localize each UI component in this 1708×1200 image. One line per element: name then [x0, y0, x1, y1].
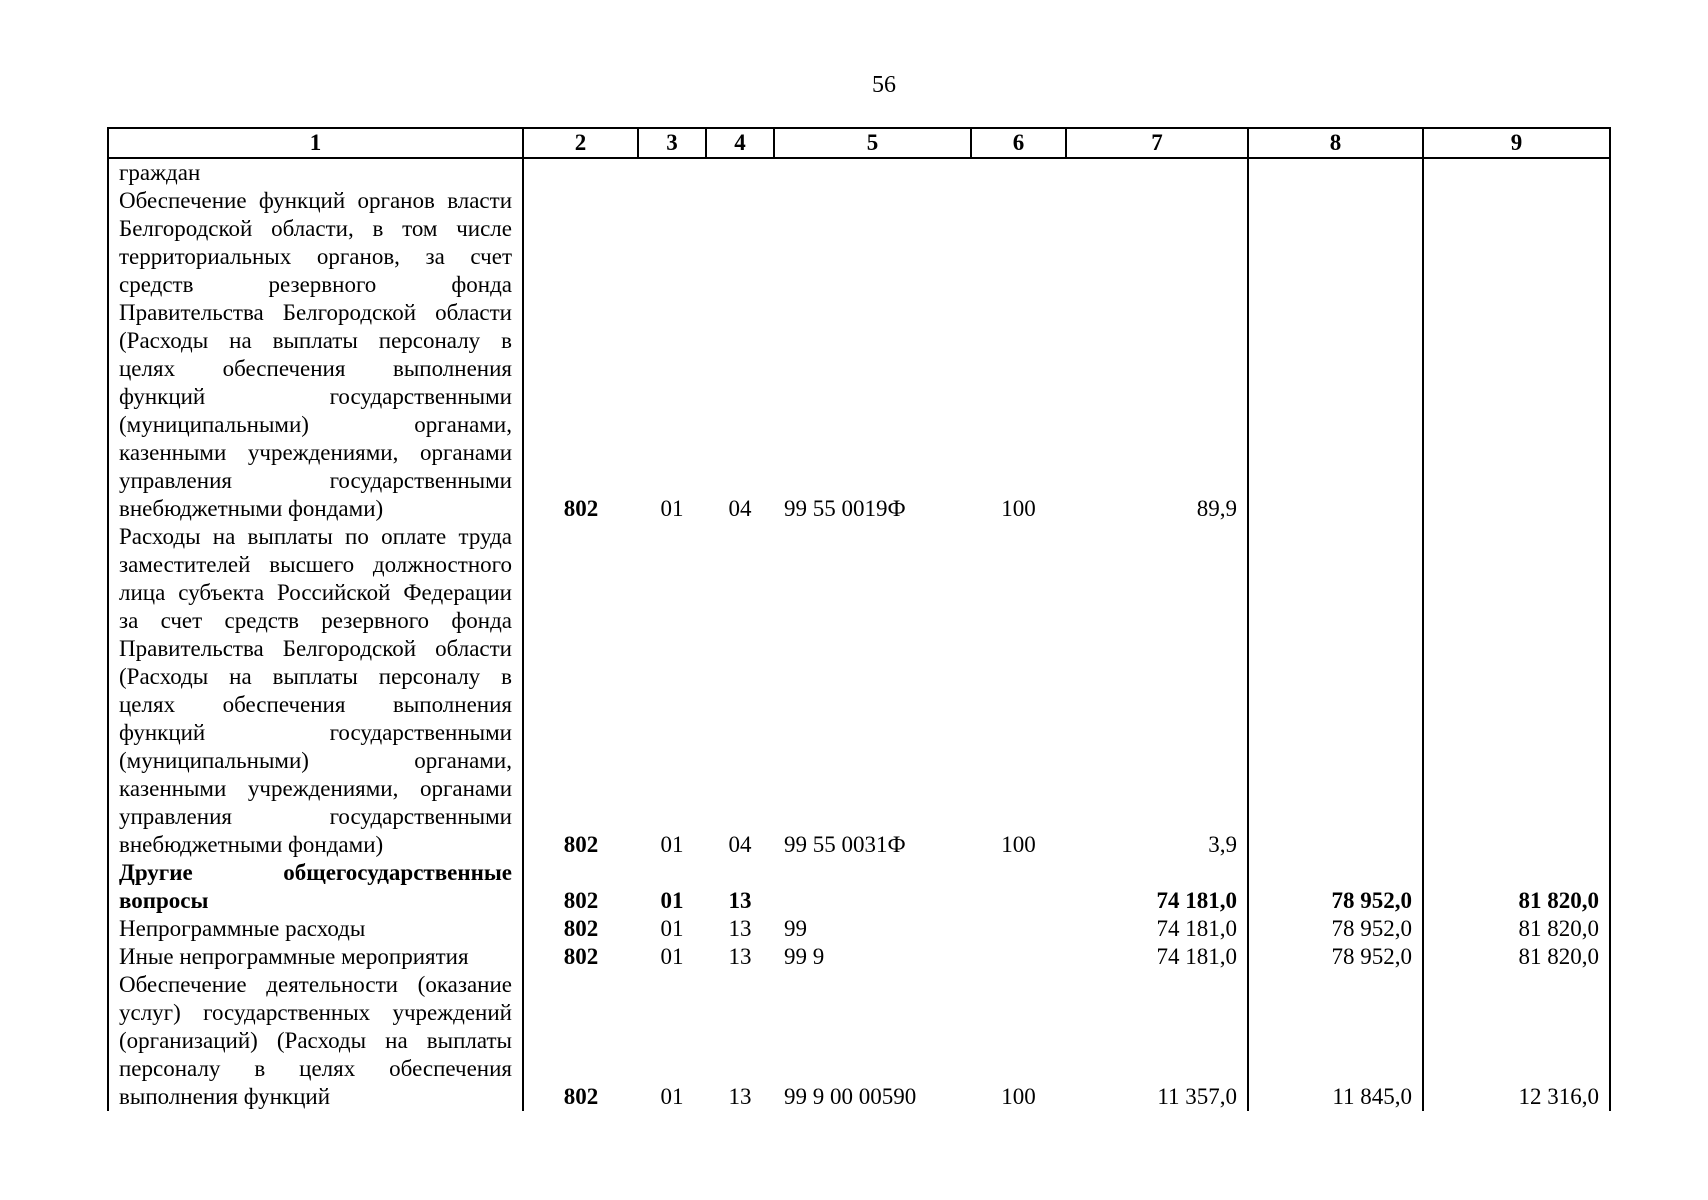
header-col-5: 5: [774, 128, 971, 158]
budget-table: [107, 127, 1611, 1111]
cell-col-3: 01: [660, 888, 684, 913]
cell-col-4: 13: [728, 888, 752, 913]
cell-col-4: [706, 158, 774, 187]
row-description: Другие общегосударственные вопросы: [108, 859, 523, 915]
cell-col-8: 78 952,0: [1248, 915, 1423, 943]
row-description: Непрограммные расходы: [108, 915, 523, 943]
table-row: [108, 523, 1610, 859]
cell-col-6: 100: [1001, 1084, 1036, 1109]
cell-col-7: 74 181,0: [1066, 859, 1248, 915]
table-row: [108, 943, 1610, 971]
header-col-7: 7: [1066, 128, 1248, 158]
table-body: [108, 158, 1610, 1111]
cell-col-5: 99 55 0031Ф: [784, 832, 906, 857]
cell-col-6: [971, 859, 1066, 915]
cell-col-7: 74 181,0: [1066, 915, 1248, 943]
cell-col-2: [523, 158, 638, 187]
page-number: 56: [872, 72, 896, 98]
cell-col-4: 04: [728, 496, 752, 521]
cell-col-4: 13: [728, 1084, 752, 1109]
row-description: Иные непрограммные мероприятия: [108, 943, 523, 971]
cell-col-3: 01: [660, 1084, 684, 1109]
cell-col-8: 78 952,0: [1248, 943, 1423, 971]
row-description: граждан: [108, 158, 523, 187]
header-col-8: 8: [1248, 128, 1423, 158]
header-col-6: 6: [971, 128, 1066, 158]
row-description: Обеспечение деятельности (оказание услуг) государственных учреждений (организаций) (Расходы на выплаты персоналу в целях обеспечения выполнения функций: [108, 971, 523, 1111]
cell-col-8: 11 845,0: [1248, 971, 1423, 1111]
header-col-2: 2: [523, 128, 638, 158]
budget-table-wrapper: [107, 127, 1609, 1111]
cell-col-5: [774, 158, 971, 187]
table-row: [108, 971, 1610, 1111]
table-row: [108, 915, 1610, 943]
cell-col-7: 3,9: [1066, 523, 1248, 859]
cell-col-7: 11 357,0: [1066, 971, 1248, 1111]
cell-col-7: 74 181,0: [1066, 943, 1248, 971]
cell-col-3: 01: [660, 832, 684, 857]
cell-col-6: [971, 915, 1066, 943]
cell-col-5: 99 9 00 00590: [784, 1084, 917, 1109]
row-description: Расходы на выплаты по оплате труда заместителей высшего должностного лица субъекта Российской Федерации за счет средств резервного фонда Правительства Белгородской области (Расходы на выплаты персоналу в целях обеспечения выполнения функций государственными (муниципальными) органами, казенными учреждениями, органами управления государственными внебюджетными фондами): [108, 523, 523, 859]
cell-col-7: 89,9: [1066, 187, 1248, 523]
cell-col-4: 13: [728, 916, 752, 941]
cell-col-8: [1248, 523, 1423, 859]
cell-col-3: [638, 158, 706, 187]
cell-col-9: 81 820,0: [1423, 859, 1610, 915]
cell-col-6: [971, 158, 1066, 187]
cell-col-5: 99 9: [784, 944, 825, 969]
cell-col-3: 01: [660, 916, 684, 941]
cell-col-2: 802: [563, 832, 599, 857]
header-col-1: 1: [108, 128, 523, 158]
cell-col-2: 802: [563, 944, 599, 969]
row-description: Обеспечение функций органов власти Белгородской области, в том числе территориальных органов, за счет средств резервного фонда Правительства Белгородской области (Расходы на выплаты персоналу в целях обеспечения выполнения функций государственными (муниципальными) органами, казенными учреждениями, органами управления государственными внебюджетными фондами): [108, 187, 523, 523]
table-row: [108, 859, 1610, 915]
cell-col-8: 78 952,0: [1248, 859, 1423, 915]
cell-col-3: 01: [660, 944, 684, 969]
cell-col-5: [774, 859, 971, 915]
header-col-9: 9: [1423, 128, 1610, 158]
cell-col-9: 81 820,0: [1423, 915, 1610, 943]
cell-col-8: [1248, 158, 1423, 187]
cell-col-8: [1248, 187, 1423, 523]
cell-col-4: 13: [728, 944, 752, 969]
cell-col-5: 99 55 0019Ф: [784, 496, 906, 521]
cell-col-7: [1066, 158, 1248, 187]
table-row: [108, 187, 1610, 523]
header-col-3: 3: [638, 128, 706, 158]
cell-col-9: [1423, 158, 1610, 187]
cell-col-6: 100: [1001, 832, 1036, 857]
cell-col-9: 12 316,0: [1423, 971, 1610, 1111]
cell-col-2: 802: [563, 496, 599, 521]
cell-col-6: 100: [1001, 496, 1036, 521]
cell-col-5: 99: [784, 916, 807, 941]
cell-col-4: 04: [728, 832, 752, 857]
cell-col-6: [971, 943, 1066, 971]
table-header-row: [108, 128, 1610, 158]
table-row: [108, 158, 1610, 187]
cell-col-2: 802: [563, 916, 599, 941]
cell-col-9: [1423, 187, 1610, 523]
cell-col-2: 802: [563, 1084, 599, 1109]
header-col-4: 4: [706, 128, 774, 158]
cell-col-3: 01: [660, 496, 684, 521]
cell-col-2: 802: [563, 888, 599, 913]
cell-col-9: [1423, 523, 1610, 859]
cell-col-9: 81 820,0: [1423, 943, 1610, 971]
